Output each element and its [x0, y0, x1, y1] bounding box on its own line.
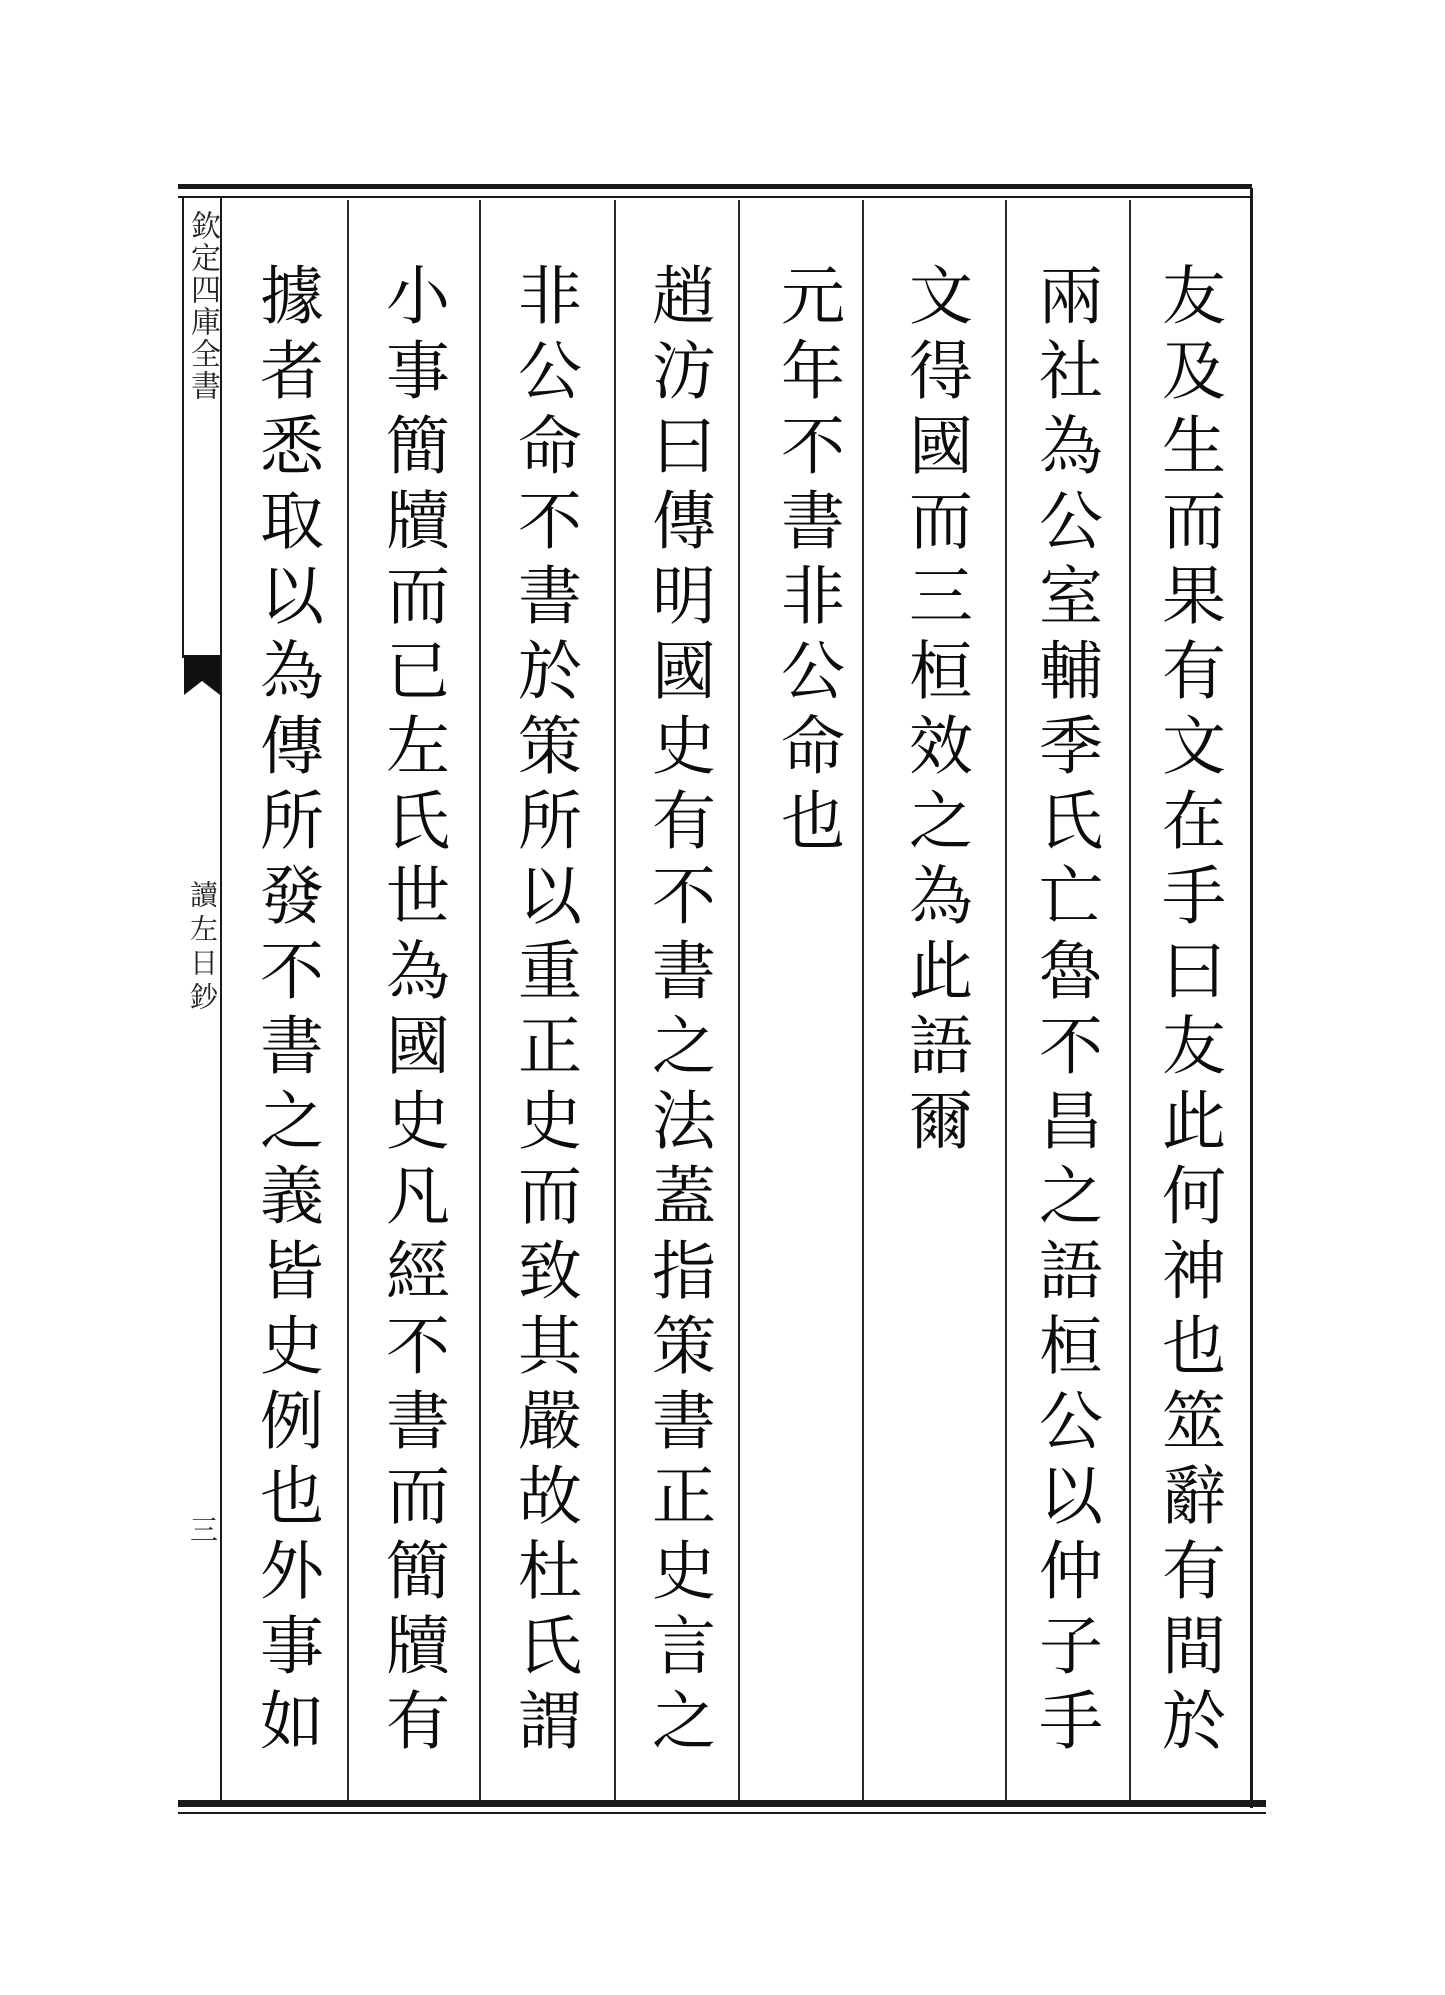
column-divider: [479, 200, 481, 1800]
spine-page-number: 三: [186, 1515, 219, 1543]
column-divider: [862, 200, 864, 1800]
spine-divider: [220, 198, 222, 1800]
text-column-8: 據者悉取以為傳所發不書之義皆史例也外事如: [249, 262, 323, 1762]
column-divider: [614, 200, 616, 1800]
text-column-6: 非公命不書於策所以重正史而致其嚴故杜氏謂: [507, 262, 581, 1762]
text-column-7: 小事簡牘而已左氏世為國史凡經不書而簡牘有: [375, 262, 449, 1762]
text-column-3: 文得國而三桓效之為此語爾: [898, 262, 972, 1162]
bottom-border-inner-rule: [178, 1812, 1266, 1814]
column-divider: [1005, 200, 1007, 1800]
column-divider: [347, 200, 349, 1800]
top-border-inner-rule: [178, 196, 1252, 198]
column-divider: [738, 200, 740, 1800]
bottom-border-rule: [178, 1800, 1266, 1807]
text-column-5: 趙汸曰傳明國史有不書之法蓋指策書正史言之: [641, 262, 715, 1762]
spine-collection-title: 欽定四庫全書: [185, 210, 220, 402]
right-border-rule: [1250, 188, 1253, 1808]
top-border-rule: [178, 184, 1252, 189]
text-column-4: 元年不書非公命也: [770, 262, 844, 862]
text-column-1: 友及生而果有文在手曰友此何神也筮辭有間於: [1151, 262, 1225, 1762]
text-column-2: 兩社為公室輔季氏亡魯不昌之語桓公以仲子手: [1028, 262, 1102, 1762]
column-divider: [1129, 200, 1131, 1800]
spine-book-title: 讀左日鈔: [186, 880, 219, 1016]
fishtail-mark-icon: [184, 655, 220, 715]
